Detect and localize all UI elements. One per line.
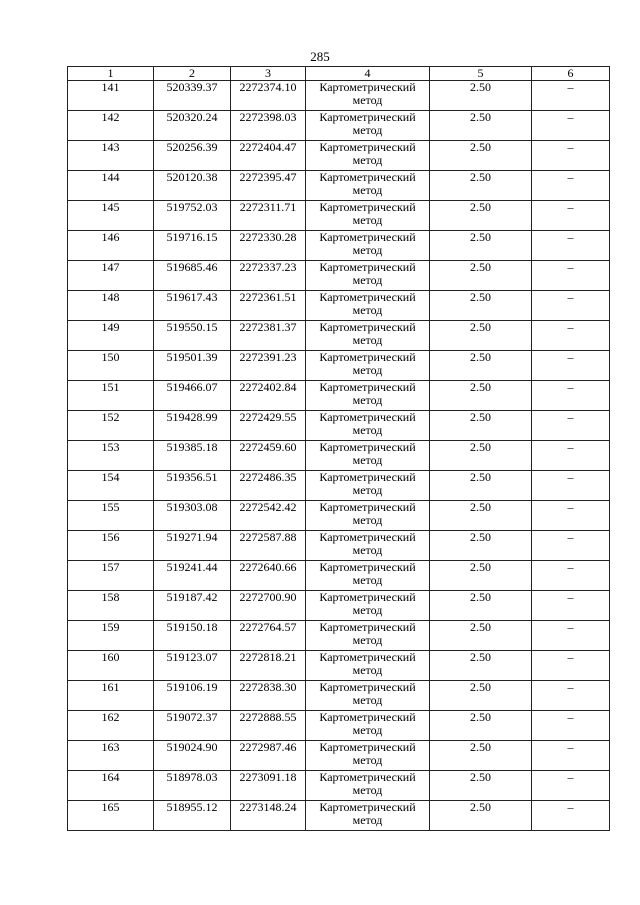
note-cell: – [532, 141, 610, 171]
accuracy-cell: 2.50 [430, 561, 532, 591]
y-coordinate-cell: 2273148.24 [231, 801, 306, 831]
y-coordinate-cell: 2272402.84 [231, 381, 306, 411]
header-row [68, 67, 610, 81]
x-coordinate-cell: 519271.94 [154, 531, 231, 561]
method-cell [306, 741, 430, 771]
accuracy-cell: 2.50 [430, 711, 532, 741]
x-coordinate-cell: 519501.39 [154, 351, 231, 381]
point-number-cell: 147 [68, 261, 154, 291]
method-cell [306, 501, 430, 531]
table-row [68, 531, 610, 561]
note-cell: – [532, 501, 610, 531]
y-coordinate-cell: 2272429.55 [231, 411, 306, 441]
method-cell [306, 381, 430, 411]
accuracy-cell: 2.50 [430, 801, 532, 831]
method-cell [306, 441, 430, 471]
method-line-2: метод [352, 363, 383, 377]
table-row [68, 111, 610, 141]
x-coordinate-cell: 519428.99 [154, 411, 231, 441]
x-coordinate-cell: 520120.38 [154, 171, 231, 201]
table-row [68, 411, 610, 441]
x-coordinate-cell: 520256.39 [154, 141, 231, 171]
method-line-2: метод [352, 453, 383, 467]
accuracy-cell: 2.50 [430, 81, 532, 111]
header-col-5: 5 [430, 67, 532, 81]
point-number-cell: 161 [68, 681, 154, 711]
header-col-4: 4 [306, 67, 430, 81]
table-row [68, 81, 610, 111]
method-cell [306, 201, 430, 231]
table-row [68, 621, 610, 651]
method-cell [306, 471, 430, 501]
header-col-3: 3 [231, 67, 306, 81]
accuracy-cell: 2.50 [430, 231, 532, 261]
note-cell: – [532, 381, 610, 411]
table-row [68, 561, 610, 591]
point-number-cell: 165 [68, 801, 154, 831]
point-number-cell: 155 [68, 501, 154, 531]
table-row [68, 321, 610, 351]
accuracy-cell: 2.50 [430, 651, 532, 681]
accuracy-cell: 2.50 [430, 741, 532, 771]
method-line-1: Картометрический [319, 320, 416, 334]
method-line-1: Картометрический [319, 620, 416, 634]
method-line-2: метод [352, 303, 383, 317]
accuracy-cell: 2.50 [430, 591, 532, 621]
table-row [68, 141, 610, 171]
note-cell: – [532, 231, 610, 261]
method-line-1: Картометрический [319, 770, 416, 784]
table-row [68, 441, 610, 471]
method-line-2: метод [352, 333, 383, 347]
accuracy-cell: 2.50 [430, 261, 532, 291]
point-number-cell: 150 [68, 351, 154, 381]
x-coordinate-cell: 519716.15 [154, 231, 231, 261]
table-row [68, 351, 610, 381]
x-coordinate-cell: 519752.03 [154, 201, 231, 231]
table-row [68, 771, 610, 801]
method-cell [306, 801, 430, 831]
accuracy-cell: 2.50 [430, 411, 532, 441]
point-number-cell: 162 [68, 711, 154, 741]
note-cell: – [532, 201, 610, 231]
method-line-2: метод [352, 813, 383, 827]
accuracy-cell: 2.50 [430, 201, 532, 231]
table-row [68, 681, 610, 711]
point-number-cell: 149 [68, 321, 154, 351]
method-line-1: Картометрический [319, 260, 416, 274]
point-number-cell: 154 [68, 471, 154, 501]
method-line-1: Картометрический [319, 140, 416, 154]
x-coordinate-cell: 519123.07 [154, 651, 231, 681]
accuracy-cell: 2.50 [430, 321, 532, 351]
method-line-1: Картометрический [319, 470, 416, 484]
note-cell: – [532, 711, 610, 741]
method-cell [306, 141, 430, 171]
x-coordinate-cell: 520339.37 [154, 81, 231, 111]
method-line-2: метод [352, 513, 383, 527]
y-coordinate-cell: 2272381.37 [231, 321, 306, 351]
method-line-1: Картометрический [319, 530, 416, 544]
method-line-2: метод [352, 543, 383, 557]
method-line-1: Картометрический [319, 200, 416, 214]
note-cell: – [532, 81, 610, 111]
header-col-1: 1 [68, 67, 154, 81]
x-coordinate-cell: 519241.44 [154, 561, 231, 591]
method-line-1: Картометрический [319, 650, 416, 664]
x-coordinate-cell: 519385.18 [154, 441, 231, 471]
method-line-1: Картометрический [319, 800, 416, 814]
method-line-1: Картометрический [319, 290, 416, 304]
y-coordinate-cell: 2272640.66 [231, 561, 306, 591]
point-number-cell: 148 [68, 291, 154, 321]
method-cell [306, 711, 430, 741]
x-coordinate-cell: 519024.90 [154, 741, 231, 771]
method-line-1: Картометрический [319, 80, 416, 94]
method-line-2: метод [352, 183, 383, 197]
method-cell [306, 561, 430, 591]
method-line-1: Картометрический [319, 710, 416, 724]
table-row [68, 591, 610, 621]
method-cell [306, 531, 430, 561]
table-row [68, 711, 610, 741]
point-number-cell: 146 [68, 231, 154, 261]
method-cell [306, 771, 430, 801]
table-row [68, 741, 610, 771]
method-cell [306, 321, 430, 351]
note-cell: – [532, 801, 610, 831]
method-line-2: метод [352, 243, 383, 257]
x-coordinate-cell: 519356.51 [154, 471, 231, 501]
method-line-1: Картометрический [319, 410, 416, 424]
note-cell: – [532, 351, 610, 381]
point-number-cell: 160 [68, 651, 154, 681]
y-coordinate-cell: 2272987.46 [231, 741, 306, 771]
coordinates-table [67, 66, 610, 831]
table-row [68, 201, 610, 231]
point-number-cell: 153 [68, 441, 154, 471]
method-cell [306, 171, 430, 201]
method-line-1: Картометрический [319, 590, 416, 604]
method-line-1: Картометрический [319, 500, 416, 514]
y-coordinate-cell: 2272361.51 [231, 291, 306, 321]
table-row [68, 471, 610, 501]
note-cell: – [532, 561, 610, 591]
method-line-1: Картометрический [319, 380, 416, 394]
method-line-2: метод [352, 213, 383, 227]
y-coordinate-cell: 2272888.55 [231, 711, 306, 741]
method-line-2: метод [352, 393, 383, 407]
method-line-2: метод [352, 663, 383, 677]
x-coordinate-cell: 519685.46 [154, 261, 231, 291]
point-number-cell: 145 [68, 201, 154, 231]
header-col-6: 6 [532, 67, 610, 81]
method-cell [306, 261, 430, 291]
method-line-2: метод [352, 483, 383, 497]
y-coordinate-cell: 2272700.90 [231, 591, 306, 621]
point-number-cell: 156 [68, 531, 154, 561]
table-row [68, 291, 610, 321]
accuracy-cell: 2.50 [430, 621, 532, 651]
table-body [68, 81, 610, 831]
x-coordinate-cell: 519106.19 [154, 681, 231, 711]
method-cell [306, 681, 430, 711]
y-coordinate-cell: 2272374.10 [231, 81, 306, 111]
accuracy-cell: 2.50 [430, 381, 532, 411]
note-cell: – [532, 291, 610, 321]
point-number-cell: 151 [68, 381, 154, 411]
note-cell: – [532, 531, 610, 561]
method-line-1: Картометрический [319, 230, 416, 244]
point-number-cell: 158 [68, 591, 154, 621]
y-coordinate-cell: 2272404.47 [231, 141, 306, 171]
point-number-cell: 142 [68, 111, 154, 141]
note-cell: – [532, 171, 610, 201]
note-cell: – [532, 321, 610, 351]
y-coordinate-cell: 2272587.88 [231, 531, 306, 561]
accuracy-cell: 2.50 [430, 141, 532, 171]
method-line-2: метод [352, 723, 383, 737]
method-cell [306, 111, 430, 141]
note-cell: – [532, 591, 610, 621]
method-line-2: метод [352, 783, 383, 797]
method-line-2: метод [352, 123, 383, 137]
y-coordinate-cell: 2272398.03 [231, 111, 306, 141]
y-coordinate-cell: 2272391.23 [231, 351, 306, 381]
method-line-2: метод [352, 153, 383, 167]
x-coordinate-cell: 520320.24 [154, 111, 231, 141]
method-cell [306, 591, 430, 621]
accuracy-cell: 2.50 [430, 291, 532, 321]
method-cell [306, 351, 430, 381]
accuracy-cell: 2.50 [430, 171, 532, 201]
x-coordinate-cell: 519072.37 [154, 711, 231, 741]
x-coordinate-cell: 519466.07 [154, 381, 231, 411]
accuracy-cell: 2.50 [430, 471, 532, 501]
accuracy-cell: 2.50 [430, 441, 532, 471]
accuracy-cell: 2.50 [430, 531, 532, 561]
table-header [68, 67, 610, 81]
method-cell [306, 411, 430, 441]
method-line-1: Картометрический [319, 110, 416, 124]
method-line-2: метод [352, 603, 383, 617]
note-cell: – [532, 411, 610, 441]
note-cell: – [532, 441, 610, 471]
y-coordinate-cell: 2272542.42 [231, 501, 306, 531]
point-number-cell: 159 [68, 621, 154, 651]
x-coordinate-cell: 519550.15 [154, 321, 231, 351]
point-number-cell: 143 [68, 141, 154, 171]
table-row [68, 501, 610, 531]
x-coordinate-cell: 518978.03 [154, 771, 231, 801]
method-line-1: Картометрический [319, 560, 416, 574]
accuracy-cell: 2.50 [430, 771, 532, 801]
x-coordinate-cell: 519150.18 [154, 621, 231, 651]
method-line-2: метод [352, 93, 383, 107]
method-line-1: Картометрический [319, 680, 416, 694]
table-row [68, 171, 610, 201]
method-cell [306, 81, 430, 111]
note-cell: – [532, 681, 610, 711]
method-line-1: Картометрический [319, 740, 416, 754]
table-row [68, 381, 610, 411]
method-cell [306, 291, 430, 321]
accuracy-cell: 2.50 [430, 681, 532, 711]
method-line-2: метод [352, 273, 383, 287]
point-number-cell: 163 [68, 741, 154, 771]
x-coordinate-cell: 519187.42 [154, 591, 231, 621]
y-coordinate-cell: 2272486.35 [231, 471, 306, 501]
point-number-cell: 144 [68, 171, 154, 201]
y-coordinate-cell: 2273091.18 [231, 771, 306, 801]
y-coordinate-cell: 2272459.60 [231, 441, 306, 471]
note-cell: – [532, 771, 610, 801]
note-cell: – [532, 621, 610, 651]
table-row [68, 231, 610, 261]
note-cell: – [532, 651, 610, 681]
note-cell: – [532, 471, 610, 501]
method-line-2: метод [352, 633, 383, 647]
y-coordinate-cell: 2272330.28 [231, 231, 306, 261]
y-coordinate-cell: 2272838.30 [231, 681, 306, 711]
table-row [68, 261, 610, 291]
accuracy-cell: 2.50 [430, 111, 532, 141]
table-row [68, 801, 610, 831]
accuracy-cell: 2.50 [430, 501, 532, 531]
y-coordinate-cell: 2272395.47 [231, 171, 306, 201]
y-coordinate-cell: 2272818.21 [231, 651, 306, 681]
x-coordinate-cell: 518955.12 [154, 801, 231, 831]
method-line-2: метод [352, 423, 383, 437]
point-number-cell: 152 [68, 411, 154, 441]
page-number: 285 [310, 49, 330, 64]
method-cell [306, 651, 430, 681]
accuracy-cell: 2.50 [430, 351, 532, 381]
y-coordinate-cell: 2272764.57 [231, 621, 306, 651]
point-number-cell: 141 [68, 81, 154, 111]
method-line-2: метод [352, 693, 383, 707]
point-number-cell: 164 [68, 771, 154, 801]
method-line-1: Картометрический [319, 440, 416, 454]
method-line-1: Картометрический [319, 350, 416, 364]
note-cell: – [532, 741, 610, 771]
method-line-2: метод [352, 753, 383, 767]
point-number-cell: 157 [68, 561, 154, 591]
table-row [68, 651, 610, 681]
y-coordinate-cell: 2272337.23 [231, 261, 306, 291]
note-cell: – [532, 261, 610, 291]
method-cell [306, 621, 430, 651]
y-coordinate-cell: 2272311.71 [231, 201, 306, 231]
method-line-1: Картометрический [319, 170, 416, 184]
x-coordinate-cell: 519617.43 [154, 291, 231, 321]
header-col-2: 2 [154, 67, 231, 81]
method-cell [306, 231, 430, 261]
method-line-2: метод [352, 573, 383, 587]
note-cell: – [532, 111, 610, 141]
x-coordinate-cell: 519303.08 [154, 501, 231, 531]
